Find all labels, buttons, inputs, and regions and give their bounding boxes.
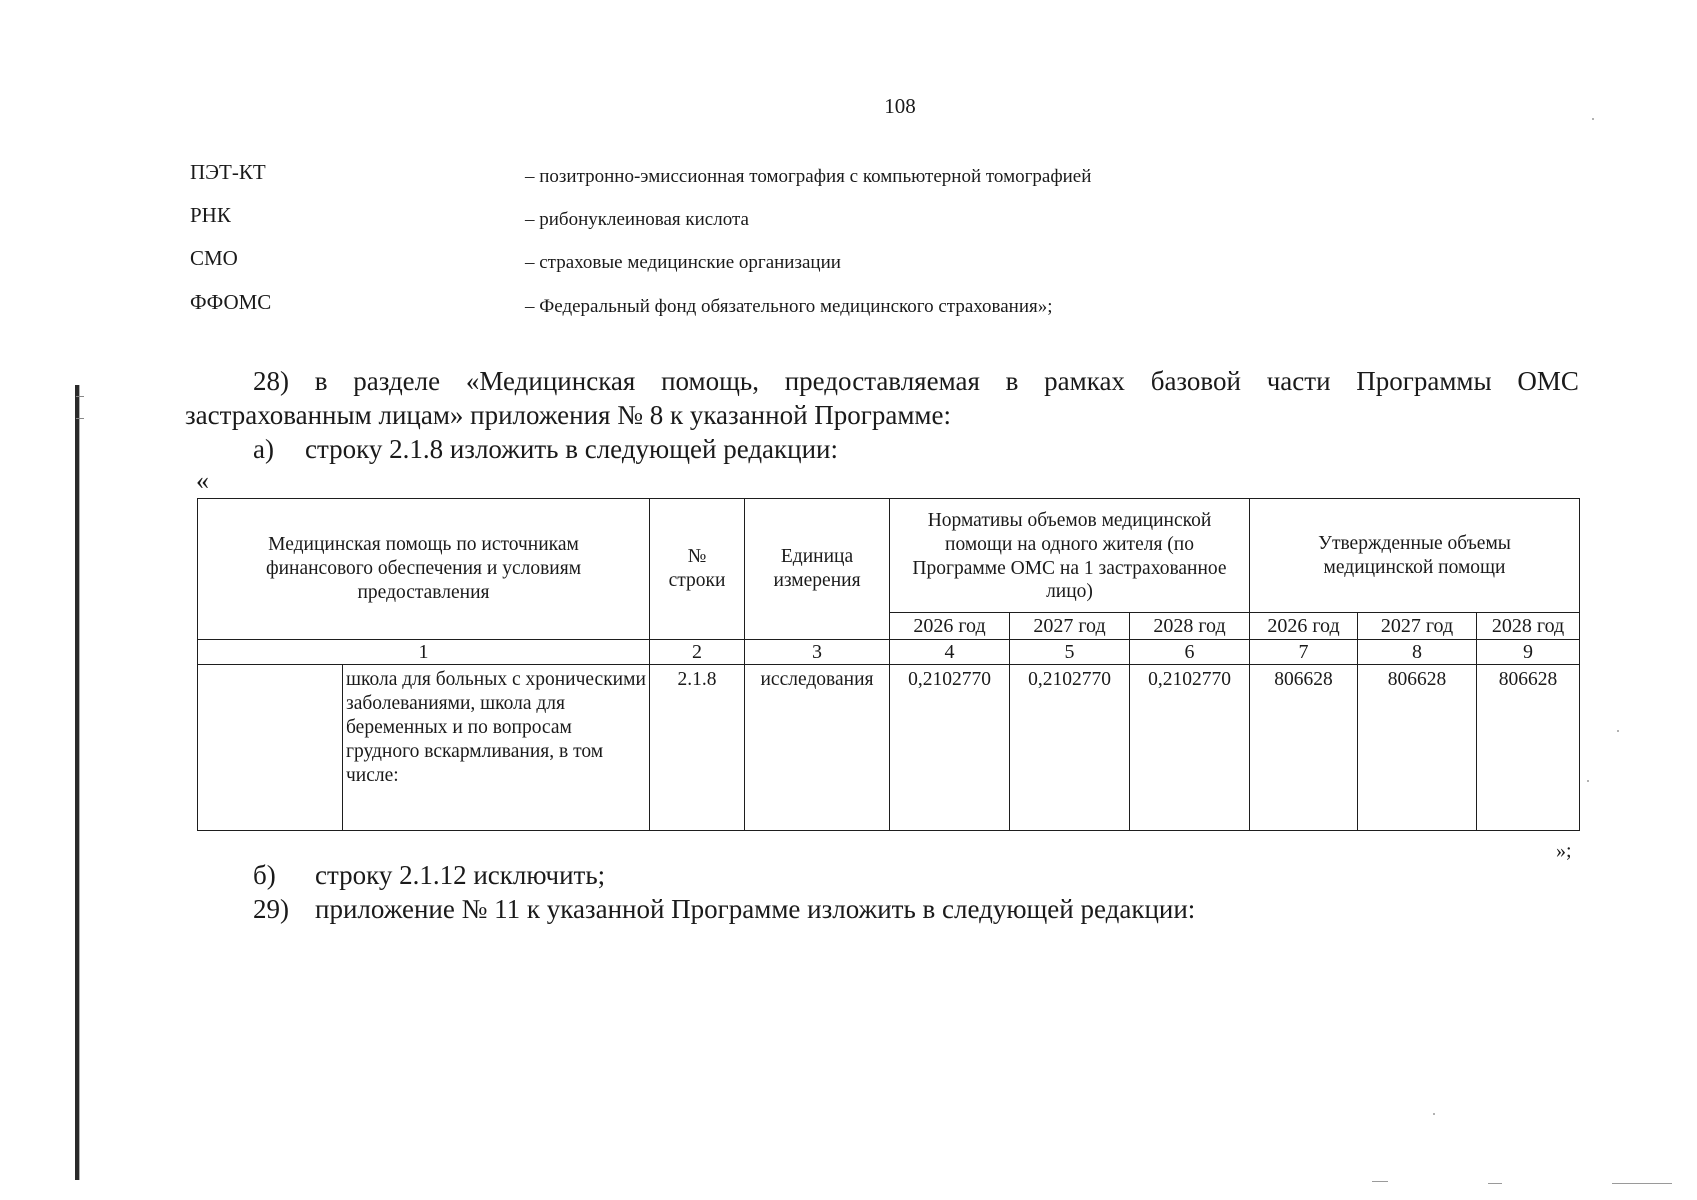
column-number: 9 [1477,640,1580,665]
year-header: 2028 год [1477,613,1580,640]
item-b-text: строку 2.1.12 исключить; [315,860,606,890]
row-description: школа для больных с хроническими заболеваниями, школа для беременных и по вопросам грудного вскармливания, в том числе: [343,665,650,831]
column-number: 4 [890,640,1010,665]
column-numbers-row [198,640,1580,665]
paragraph-29-text: приложение № 11 к указанной Программе изложить в следующей редакции: [315,894,1196,924]
year-header: 2026 год [1250,613,1358,640]
column-number: 6 [1130,640,1250,665]
item-b-marker: б) [253,860,276,890]
abbr-term: ПЭТ-КТ [190,160,266,184]
scan-speck [1587,780,1589,782]
row-line-no: 2.1.8 [650,665,745,831]
abbr-term: ФФОМС [190,290,272,314]
year-header: 2027 год [1010,613,1130,640]
abbr-definition: – Федеральный фонд обязательного медицинского страхования»; [525,296,1053,317]
row-value: 806628 [1358,665,1477,831]
scan-mark [1372,1181,1388,1182]
page-number: 108 [884,94,916,118]
scan-mark [1612,1183,1672,1184]
row-value: 0,2102770 [890,665,1010,831]
column-number: 1 [198,640,650,665]
header-norms: Нормативы объемов медицинской помощи на одного жителя (по Программе ОМС на 1 застрахованное лицо) [890,499,1250,613]
p28-word: части [1266,366,1331,396]
year-header: 2028 год [1130,613,1250,640]
scan-speck [1617,730,1619,732]
p28-word: в [1005,366,1019,396]
p28-word: ОМС [1517,366,1579,396]
header-care-type: Медицинская помощь по источникам финансового обеспечения и условиям предоставления [198,499,650,640]
p28-word: помощь, [661,366,759,396]
row-value: 0,2102770 [1130,665,1250,831]
column-number: 3 [745,640,890,665]
abbr-definition: – рибонуклеиновая кислота [525,209,749,230]
p28-word: «Медицинская [465,366,636,396]
p28-word: предоставляемая [784,366,980,396]
scan-tick [76,396,84,397]
scan-binder-shadow [79,385,80,1180]
column-number: 2 [650,640,745,665]
paragraph-29-marker: 29) [253,894,289,924]
column-number: 5 [1010,640,1130,665]
abbr-term: СМО [190,246,238,270]
header-line-no: № строки [650,499,745,640]
year-header: 2026 год [890,613,1010,640]
scan-speck [1592,118,1594,120]
year-header: 2027 год [1358,613,1477,640]
p28-word: рамках [1044,366,1125,396]
scan-mark [1488,1183,1502,1184]
row-value: 0,2102770 [1010,665,1130,831]
row-value: 806628 [1250,665,1358,831]
paragraph-28-line1 [253,366,1579,397]
abbr-definition: – страховые медицинские организации [525,252,841,273]
p28-word: Программы [1356,366,1492,396]
scan-speck [1433,1113,1435,1115]
column-number: 8 [1358,640,1477,665]
abbr-term: РНК [190,203,231,227]
p28-word: в [314,366,328,396]
empty-indent-cell [198,665,343,831]
item-a-marker: а) [253,434,274,464]
open-quote: « [196,466,209,495]
p28-word: базовой [1150,366,1241,396]
header-unit: Единица измерения [745,499,890,640]
volumes-table [197,498,1580,831]
item-a-text: строку 2.1.8 изложить в следующей редакции: [305,434,839,464]
table-row [198,665,1580,831]
header-approved-volumes: Утвержденные объемы медицинской помощи [1250,499,1580,613]
row-value: 806628 [1477,665,1580,831]
paragraph-28-number: 28) [253,366,289,396]
abbr-definition: – позитронно-эмиссионная томография с компьютерной томографией [525,166,1092,187]
row-unit: исследования [745,665,890,831]
header-row [198,499,1580,613]
p28-word: разделе [353,366,441,396]
close-quote: »; [1556,840,1572,862]
scan-tick [76,418,84,419]
paragraph-28-line2: застрахованным лицам» приложения № 8 к указанной Программе: [185,400,951,430]
column-number: 7 [1250,640,1358,665]
